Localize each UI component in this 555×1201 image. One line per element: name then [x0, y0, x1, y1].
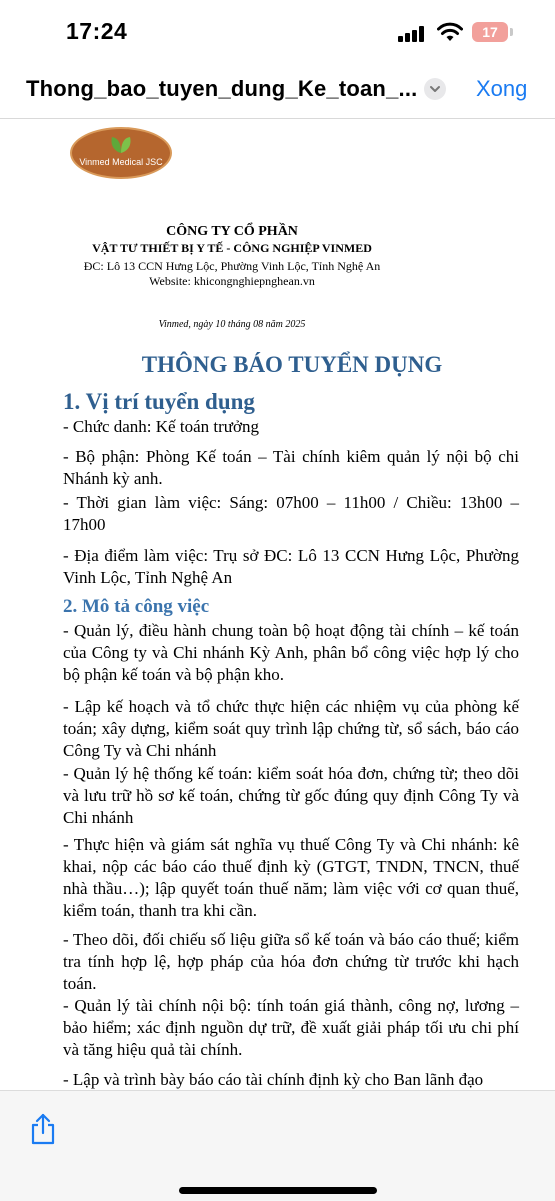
section-heading-position: 1. Vị trí tuyển dụng	[63, 389, 255, 414]
document-date: Vinmed, ngày 10 tháng 08 năm 2025	[158, 319, 306, 330]
battery-level: 17	[482, 24, 498, 40]
battery-icon	[472, 22, 508, 42]
position-item: - Thời gian làm việc: Sáng: 07h00 – 11h00 / Chiều: 13h00 – 17h00	[63, 493, 519, 534]
done-button[interactable]: Xong	[476, 76, 528, 101]
wifi-icon	[437, 22, 463, 42]
company-type: CÔNG TY CỔ PHẦN	[166, 224, 298, 239]
document-viewer[interactable]	[0, 119, 555, 1090]
job-description-item: - Quản lý tài chính nội bộ: tính toán giá thành, công nợ, lương – bảo hiểm; xác định nguồn dự trữ, đề xuất giải pháp tối ưu chi phí và tăng hiệu quả tài chính.	[63, 996, 519, 1059]
battery-cap	[510, 28, 513, 36]
position-item: - Bộ phận: Phòng Kế toán – Tài chính kiêm quản lý nội bộ chi Nhánh kỳ anh.	[63, 447, 519, 488]
job-description-item: - Lập kế hoạch và tổ chức thực hiện các nhiệm vụ của phòng kế toán; xây dựng, kiểm soát quy trình lập chứng từ, sổ sách, báo cáo Công Ty và Chi nhánh	[63, 697, 519, 760]
clock: 17:24	[66, 18, 128, 44]
navigation-bar	[0, 66, 555, 119]
job-description-item: - Quản lý hệ thống kế toán: kiểm soát hóa đơn, chứng từ; theo dõi và lưu trữ hồ sơ kế toán, chứng từ gốc đúng quy định Công Ty và Chi nhánh	[63, 764, 519, 827]
bottom-toolbar	[0, 1090, 555, 1201]
logo-text: Vinmed Medical JSC	[79, 157, 163, 167]
status-bar	[0, 0, 555, 66]
position-item: - Địa điểm làm việc: Trụ sở ĐC: Lô 13 CCN Hưng Lộc, Phường Vinh Lộc, Tỉnh Nghệ An	[63, 546, 519, 587]
company-website: Website: khicongnghiepnghean.vn	[149, 274, 315, 288]
job-description-item: - Quản lý, điều hành chung toàn bộ hoạt động tài chính – kế toán của Công ty và Chi nhánh Kỳ Anh, phân bổ công việc hợp lý cho bộ phận kế toán và bộ phận kho.	[63, 621, 519, 684]
announcement-title: THÔNG BÁO TUYỂN DỤNG	[141, 352, 443, 377]
chevron-down-icon[interactable]	[424, 78, 446, 100]
job-description-item: - Lập và trình bày báo cáo tài chính định kỳ cho Ban lãnh đạo	[63, 1070, 484, 1089]
leaf-icon	[108, 133, 134, 155]
company-address: ĐC: Lô 13 CCN Hưng Lộc, Phường Vinh Lộc, Tỉnh Nghệ An	[83, 259, 381, 273]
share-icon[interactable]	[30, 1113, 56, 1145]
company-name: VẬT TƯ THIẾT BỊ Y TẾ - CÔNG NGHIỆP VINMED	[92, 241, 372, 255]
position-item: - Chức danh: Kế toán trưởng	[63, 417, 259, 436]
section-heading-job-description: 2. Mô tả công việc	[63, 596, 210, 617]
job-description-item: - Thực hiện và giám sát nghĩa vụ thuế Công Ty và Chi nhánh: kê khai, nộp các báo cáo thuế định kỳ (GTGT, TNDN, TNCN, thuế nhà thầu…); lập quyết toán thuế năm; làm việc với cơ quan thuế, kiểm toán, thanh tra khi cần.	[63, 835, 519, 920]
document-title[interactable]: Thong_bao_tuyen_dung_Ke_toan_...	[26, 76, 418, 101]
job-description-item: - Theo dõi, đối chiếu số liệu giữa sổ kế toán và báo cáo thuế; kiểm tra tính hợp lệ, hợp pháp của hóa đơn chứng từ trước khi hạch toán.	[63, 930, 519, 993]
home-indicator[interactable]	[179, 1187, 377, 1194]
company-logo	[70, 127, 172, 179]
cellular-signal-icon	[398, 26, 428, 42]
